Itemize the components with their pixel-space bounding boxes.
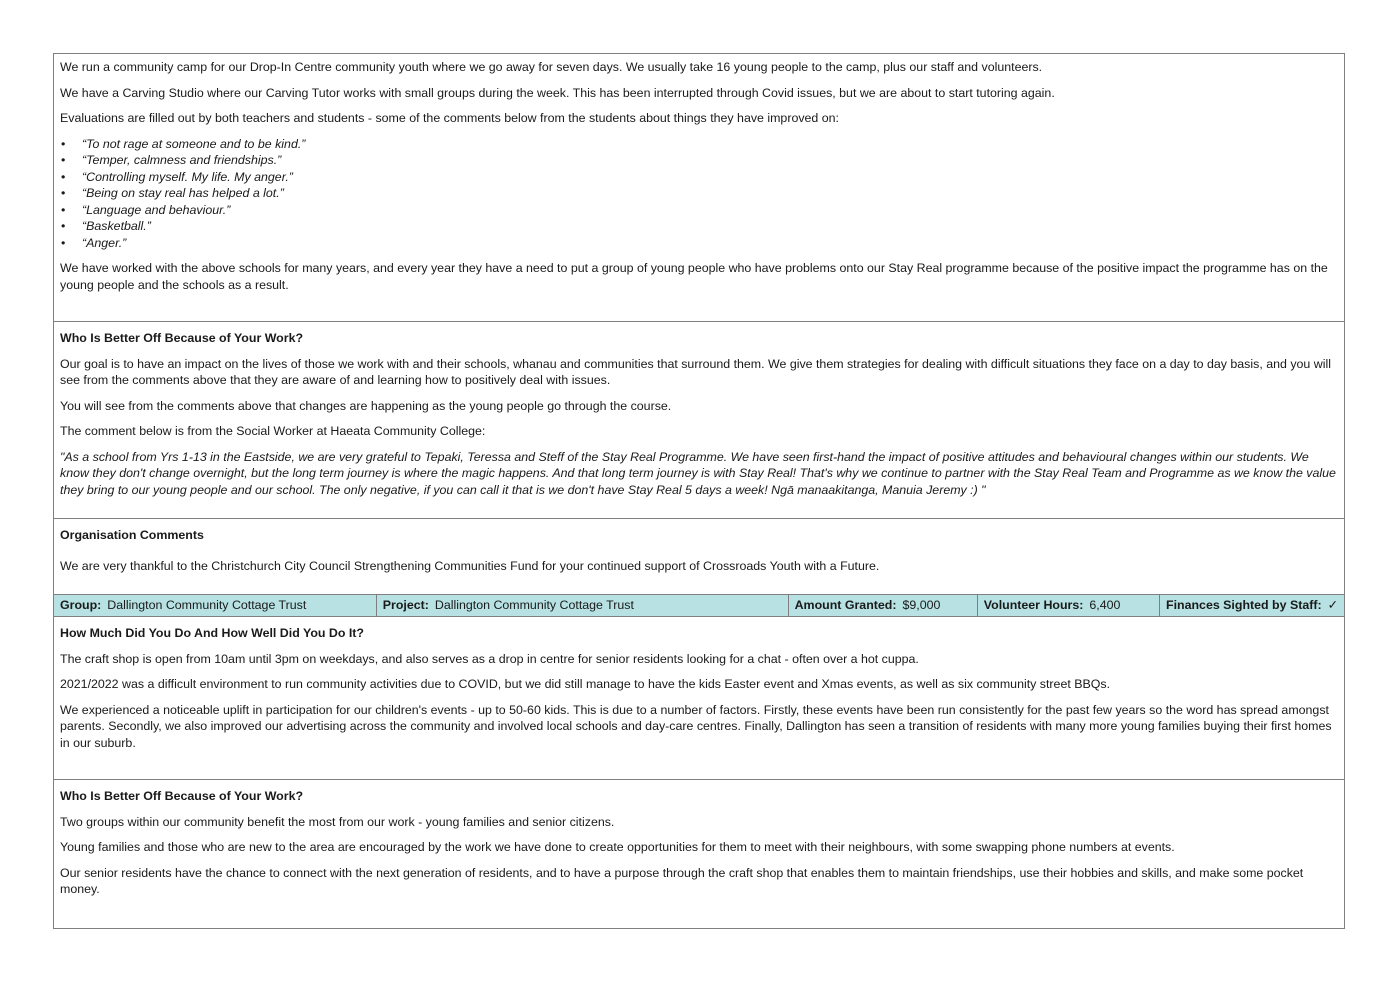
bullet-icon: • [61, 186, 66, 200]
list-item: • “Temper, calmness and friendships.” [61, 153, 282, 167]
checkmark-icon: ✓ [1327, 598, 1338, 612]
section-stay-real-outcomes [53, 53, 1345, 302]
list-item: • “Controlling myself. My life. My anger.” [61, 169, 293, 184]
craft-shop-paragraph: The craft shop is open from 10am until 3pm on weekdays, and also serves as a drop in centre for senior residents looking for a chat - often over a hot cuppa. [60, 651, 919, 666]
young-families-paragraph: Young families and those who are new to the area are encouraged by the work we have done to create opportunities for them to meet with their neighbours, with some swapping phone numbers at events. [60, 840, 1175, 854]
section-heading: Who Is Better Off Because of Your Work? [60, 789, 304, 803]
finances-label: Finances Sighted by Staff: [1166, 598, 1322, 612]
section-who-better-off-1 [53, 324, 1345, 507]
section-heading: Who Is Better Off Because of Your Work? [60, 331, 304, 345]
bullet-icon: • [61, 136, 66, 151]
row-divider [53, 321, 1345, 322]
list-item: • “Anger.” [61, 235, 127, 250]
project-cell [377, 595, 789, 616]
amount-value: $9,000 [902, 598, 941, 612]
schools-paragraph: We have worked with the above schools for many years, and every year they have a need to put a group of young people who have problems onto our Stay Real programme because of the positive impact the programme has on the young people and the schools as a result. [60, 261, 1328, 292]
uplift-paragraph: We experienced a noticeable uplift in participation for our children's events - up to 50-60 kids. This is due to a number of factors. Firstly, these events have been run consistently for the past few years so the word has spread amongst parents. Secondly, we also improved our advertising across the community and involved local schools and day-care centres. Finally, Dallington has seen a transition of residents with many more young families buying their first homes in our suburb. [60, 702, 1332, 750]
senior-residents-paragraph: Our senior residents have the chance to connect with the next generation of residents, and to have a purpose through the craft shop that enables them to maintain friendships, use their hobbies and skills, and make some pocket money. [60, 865, 1304, 896]
amount-label: Amount Granted: [794, 598, 897, 612]
row-divider [53, 779, 1345, 780]
changes-paragraph: You will see from the comments above that changes are happening as the young people go through the course. [60, 398, 672, 413]
camp-paragraph: We run a community camp for our Drop-In Centre community youth where we go away for seven days. We usually take 16 young people to the camp, plus our staff and volunteers. [60, 60, 1043, 74]
goal-paragraph: Our goal is to have an impact on the lives of those we work with and their schools, whanau and communities that surround them. We give them strategies for dealing with difficult situations they face on a day to day basis, and you will see from the comments above that they are aware of and learning how to positively deal with issues. [60, 356, 1331, 387]
section-organisation-comments [53, 521, 1345, 583]
list-item: • “Being on stay real has helped a lot.” [61, 186, 284, 200]
social-worker-quote: "As a school from Yrs 1-13 in the Eastside, we are very grateful to Tepaki, Teressa and Steff of the Stay Real Programme. We have seen first-hand the impact of positive attitudes and behavioural changes within our students. We know they don't change overnight, but the long term journey is where the magic happens. And that long term journey is with Stay Real! That's why we continue to partner with the Stay Real Team and Programme as we know the value they bring to our young people and our school. The only negative, if you can call it that is we don't have Stay Real 5 days a week! Ngā manaakitanga, Manuia Jeremy :) " [60, 449, 1336, 497]
bullet-icon: • [61, 169, 66, 184]
project-value: Dallington Community Cottage Trust [434, 598, 634, 612]
groups-paragraph: Two groups within our community benefit the most from our work - young families and senior citizens. [60, 814, 615, 829]
volunteer-hours-label: Volunteer Hours: [983, 598, 1084, 612]
covid-paragraph: 2021/2022 was a difficult environment to run community activities due to COVID, but we did still manage to have the kids Easter event and Xmas events, as well as six community street BBQs. [60, 677, 1111, 691]
list-item: • “Language and behaviour.” [61, 202, 231, 217]
carving-paragraph: We have a Carving Studio where our Carving Tutor works with small groups during the week. This has been interrupted through Covid issues, but we are about to start tutoring again. [60, 85, 1055, 100]
comment-intro-paragraph: The comment below is from the Social Worker at Haeata Community College: [60, 424, 486, 438]
project-label: Project: [382, 598, 429, 612]
section-heading: Organisation Comments [60, 528, 204, 542]
bullet-icon: • [61, 202, 66, 217]
list-item: • “To not rage at someone and to be kind.” [61, 136, 306, 151]
student-quotes-list [60, 136, 1338, 252]
row-divider [53, 518, 1345, 519]
group-label: Group: [60, 598, 102, 612]
section-how-much [53, 619, 1345, 760]
bullet-icon: • [61, 219, 66, 233]
volunteer-hours-value: 6,400 [1089, 598, 1121, 612]
thanks-paragraph: We are very thankful to the Christchurch City Council Strengthening Communities Fund for your continued support of Crossroads Youth with a Future. [60, 558, 880, 573]
group-cell [54, 595, 377, 616]
amount-cell [789, 595, 978, 616]
evaluations-paragraph: Evaluations are filled out by both teachers and students - some of the comments below from the students about things they have improved on: [60, 111, 839, 125]
section-who-better-off-2 [53, 782, 1345, 907]
grant-summary-row [53, 594, 1345, 617]
finances-cell [1160, 595, 1344, 616]
volunteer-hours-cell [978, 595, 1160, 616]
section-heading: How Much Did You Do And How Well Did You Do It? [60, 626, 365, 640]
list-item: • “Basketball.” [61, 219, 151, 233]
group-value: Dallington Community Cottage Trust [107, 598, 307, 612]
bullet-icon: • [61, 235, 66, 250]
bullet-icon: • [61, 153, 66, 167]
